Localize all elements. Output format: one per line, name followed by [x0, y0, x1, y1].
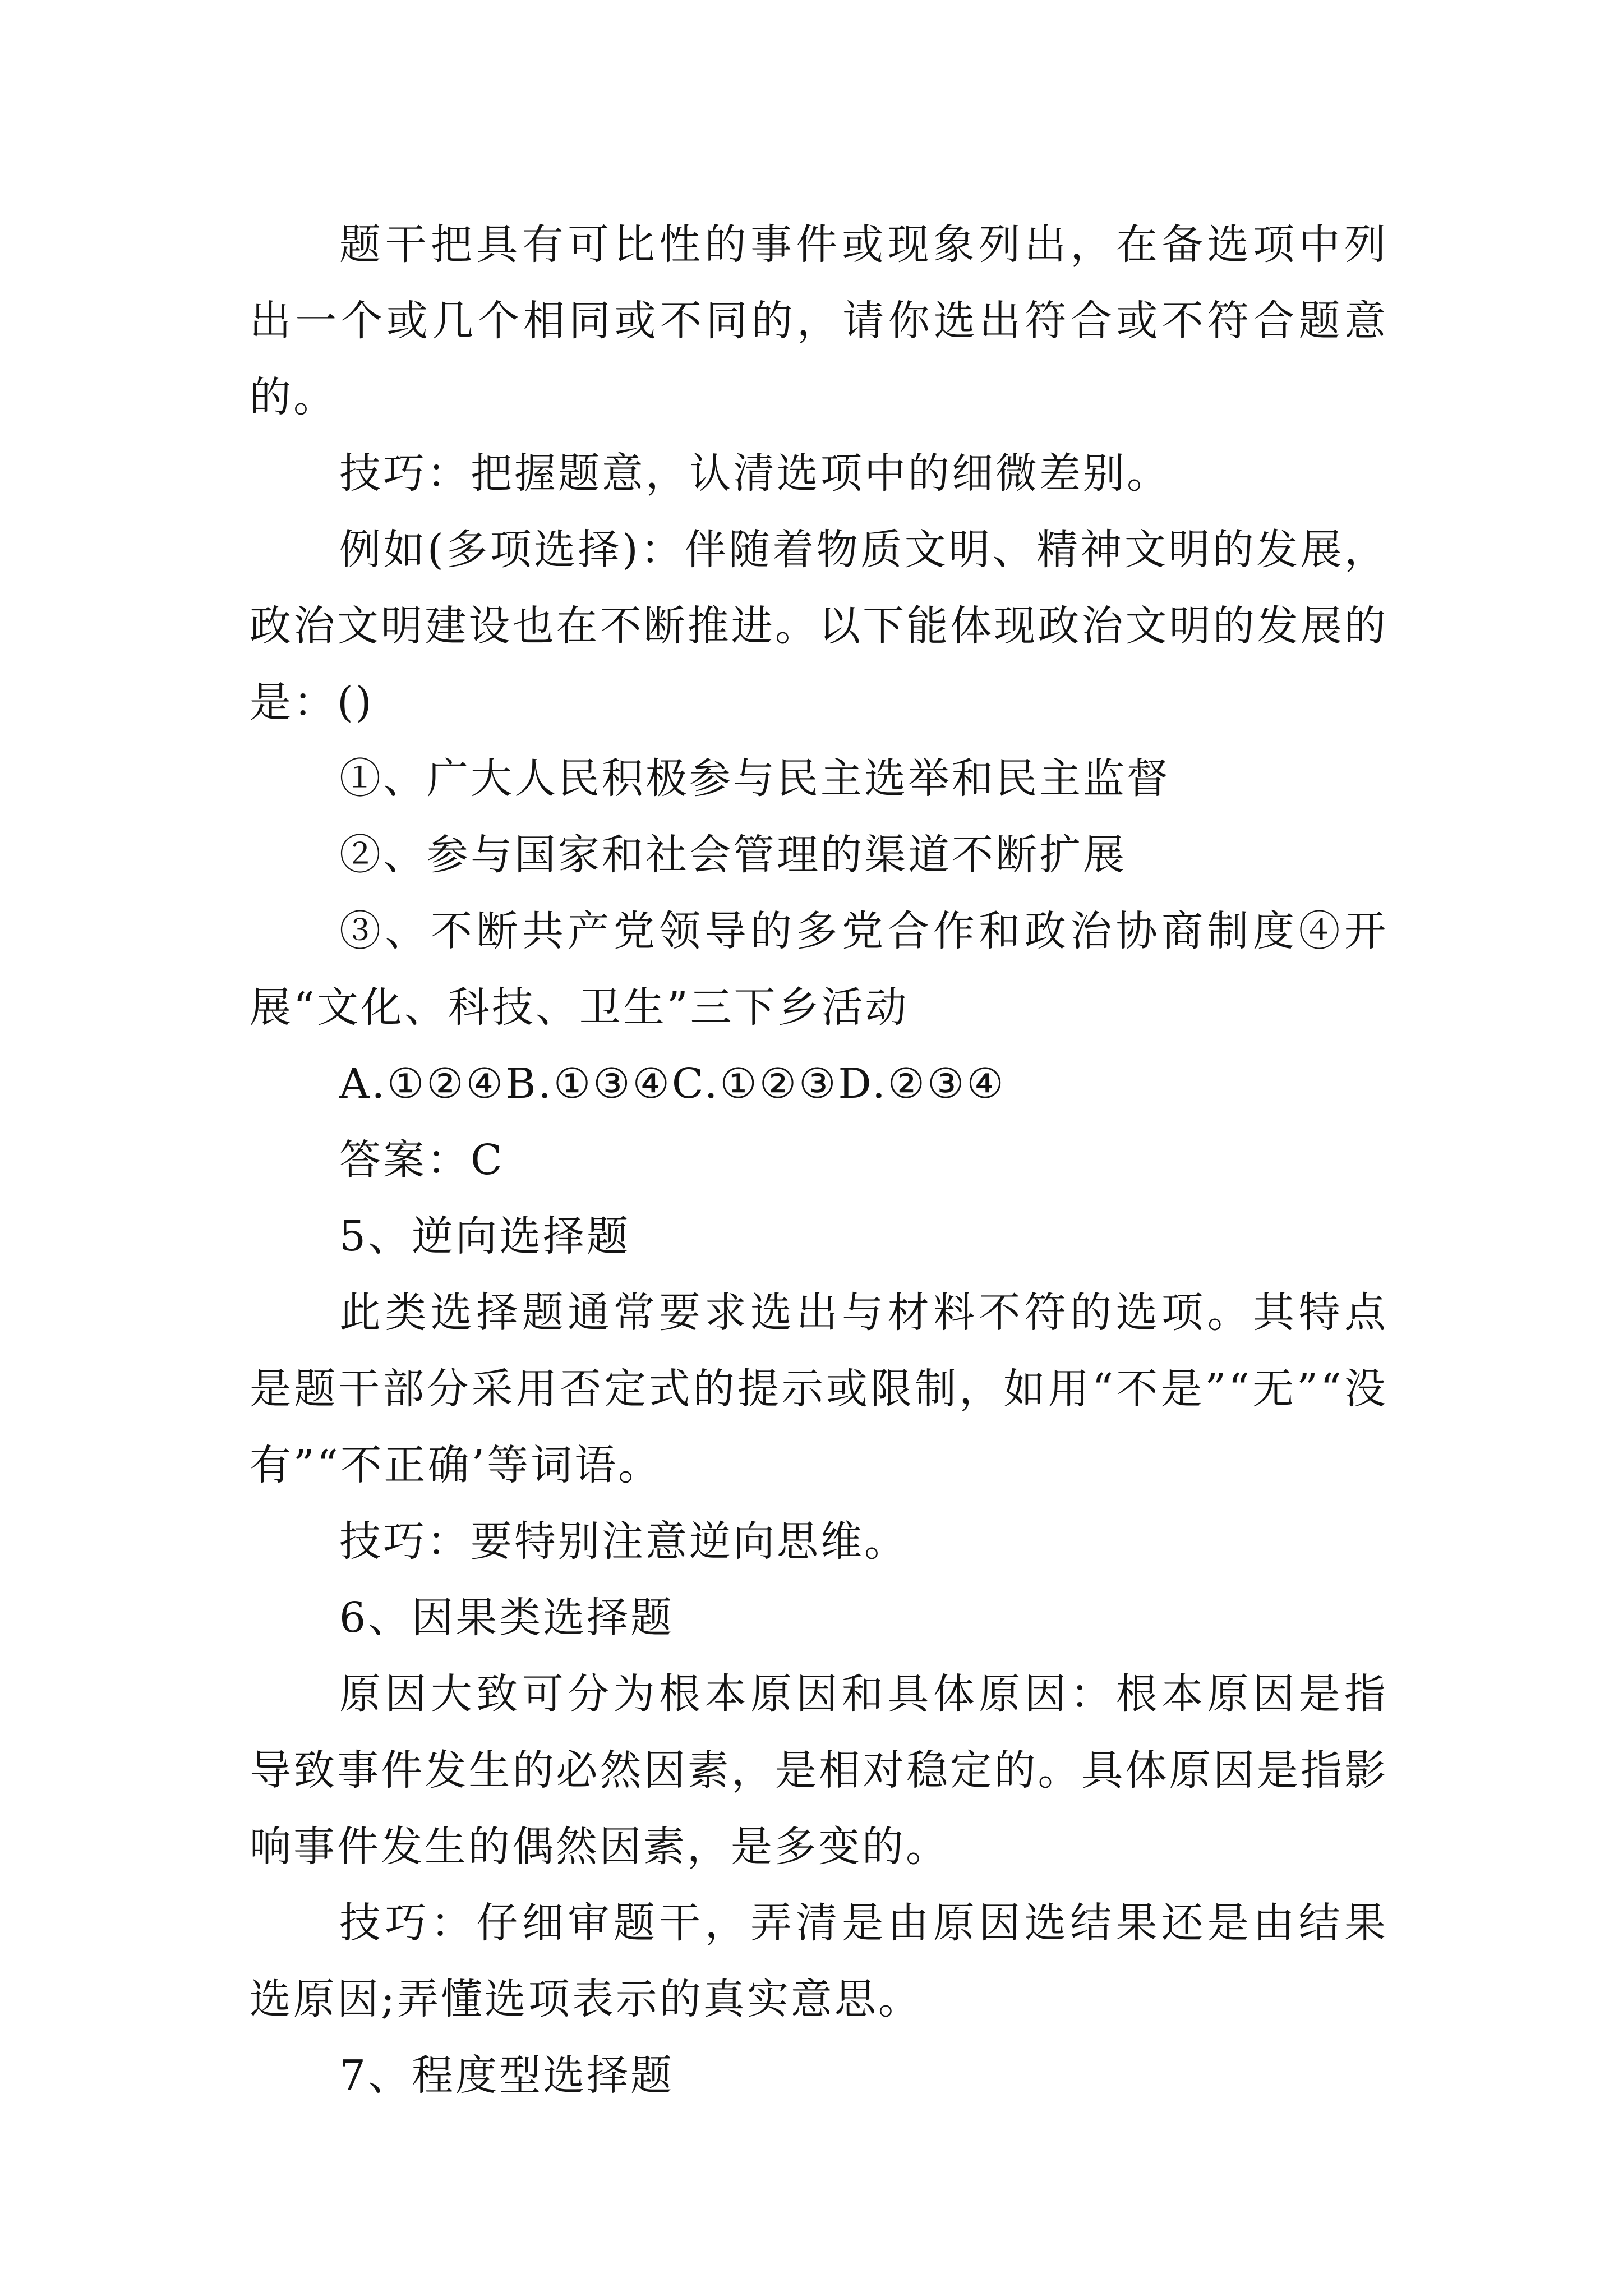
option-1: ①、广大人民积极参与民主选举和民主监督 — [339, 754, 1170, 803]
section-heading-5: 5、逆向选择题 — [339, 1212, 631, 1260]
document-body — [250, 206, 1388, 2114]
section-heading-7: 7、程度型选择题 — [339, 2051, 675, 2100]
paragraph-tip-2: 技巧：要特别注意逆向思维。 — [339, 1517, 908, 1566]
option-2: ②、参与国家和社会管理的渠道不断扩展 — [339, 831, 1127, 879]
paragraph-intro: 题干把具有可比性的事件或现象列出，在备选项中列出一个或几个相同或不同的，请你选出符合或不符合题意的。 — [250, 220, 1388, 421]
paragraph-tip-3: 技巧：仔细审题干，弄清是由原因选结果还是由结果选原因;弄懂选项表示的真实意思。 — [250, 1899, 1388, 2023]
section-heading-6: 6、因果类选择题 — [339, 1594, 675, 1642]
paragraph-reverse-desc: 此类选择题通常要求选出与材料不符的选项。其特点是题干部分采用否定式的提示或限制，如用“不是”“无”“没有”“不正确’等词语。 — [250, 1289, 1388, 1489]
paragraph-tip-1: 技巧：把握题意，认清选项中的细微差别。 — [339, 449, 1170, 498]
paragraph-example: 例如(多项选择)：伴随着物质文明、精神文明的发展，政治文明建设也在不断推进。以下能体现政治文明的发展的是：() — [250, 526, 1388, 726]
answer-choices: A.①②④B.①③④C.①②③D.②③④ — [339, 1060, 1006, 1108]
paragraph-cause-desc: 原因大致可分为根本原因和具体原因：根本原因是指导致事件发生的必然因素，是相对稳定的。具体原因是指影响事件发生的偶然因素，是多变的。 — [250, 1670, 1388, 1871]
answer: 答案：C — [339, 1136, 505, 1184]
option-3-4: ③、不断共产党领导的多党合作和政治协商制度④开展“文化、科技、卫生”三下乡活动 — [250, 907, 1388, 1032]
